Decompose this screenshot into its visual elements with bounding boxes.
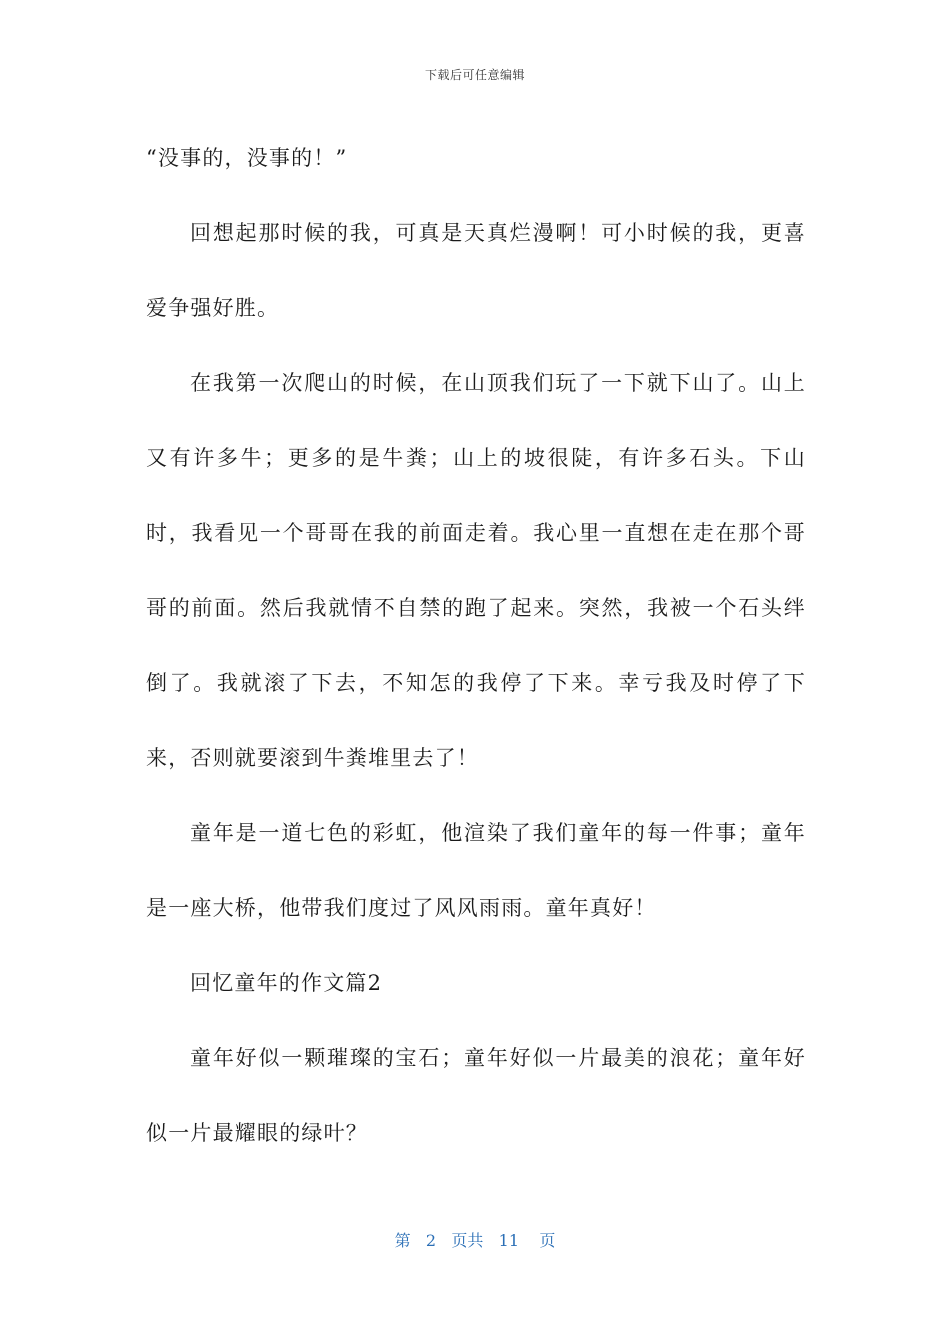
page-footer [0, 1228, 950, 1251]
page-label-suffix: 页 [539, 1231, 556, 1250]
current-page-number: 2 [425, 1231, 437, 1250]
page-label-middle: 页共 [451, 1231, 484, 1250]
total-pages-number: 11 [498, 1231, 519, 1250]
paragraph-5: 童年好似一颗璀璨的宝石；童年好似一片最美的浪花；童年好似一片最耀眼的绿叶？ [146, 1046, 806, 1145]
page-label-prefix: 第 [394, 1231, 411, 1250]
header-note: 下载后可任意编辑 [424, 68, 525, 82]
paragraph-2: 回想起那时候的我，可真是天真烂漫啊！可小时候的我，更喜爱争强好胜。 [146, 221, 806, 320]
section-heading: 回忆童年的作文篇2 [190, 971, 383, 995]
document-body [146, 121, 806, 1171]
paragraph-1: “没事的，没事的！” [146, 146, 348, 170]
paragraph-3: 在我第一次爬山的时候，在山顶我们玩了一下就下山了。山上又有许多牛；更多的是牛粪；山上的坡很陡，有许多石头。下山时，我看见一个哥哥在我的前面走着。我心里一直想在走在那个哥哥的前面。然后我就情不自禁的跑了起来。突然，我被一个石头绊倒了。我就滚了下去，不知怎的我停了下来。幸亏我及时停了下来，否则就要滚到牛粪堆里去了！ [146, 371, 806, 770]
paragraph-4: 童年是一道七色的彩虹，他渲染了我们童年的每一件事；童年是一座大桥，他带我们度过了风风雨雨。童年真好！ [146, 821, 806, 920]
